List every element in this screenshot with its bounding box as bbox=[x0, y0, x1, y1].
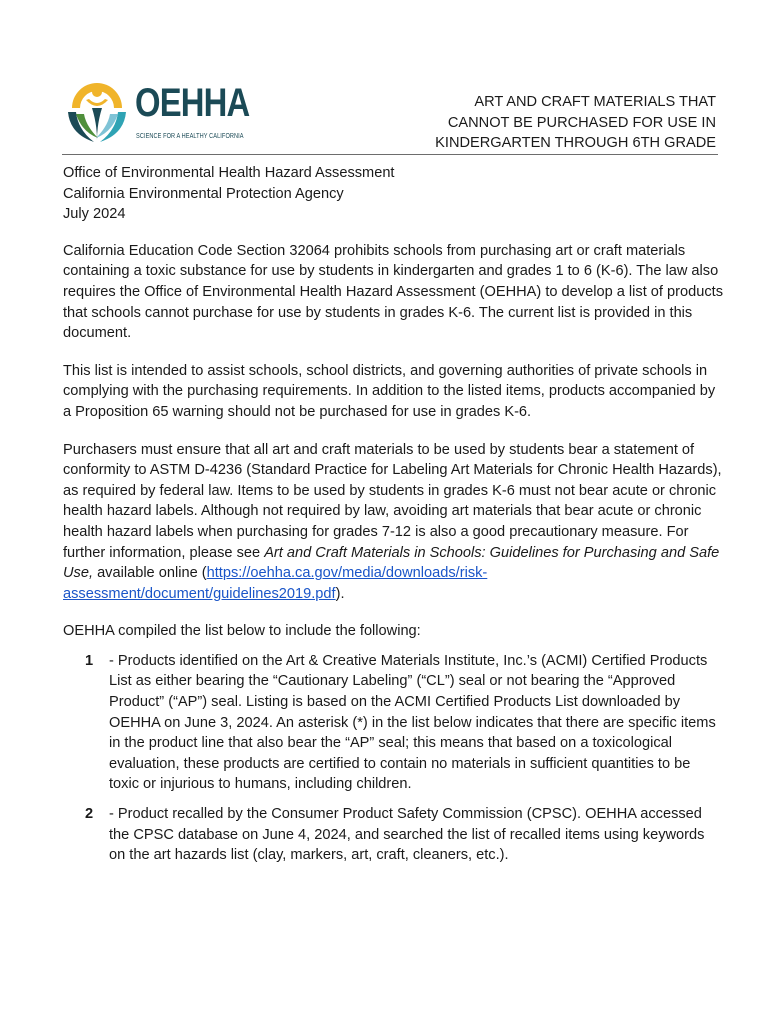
oehha-logo bbox=[62, 78, 252, 148]
title-line: CANNOT BE PURCHASED FOR USE IN bbox=[447, 114, 716, 131]
logo-wordmark: OEHHA bbox=[135, 81, 250, 125]
list-item-text: - Product recalled by the Consumer Product Safety Commission (CPSC). OEHHA accessed the CPSC database on June 4, 2024, and searched the list of recalled items using keywords on the art hazards list (clay, markers, art, craft, cleaners, etc.). bbox=[109, 806, 705, 864]
header-divider bbox=[62, 154, 718, 155]
office-name: Office of Environmental Health Hazard Assessment bbox=[63, 165, 395, 181]
publication-date: July 2024 bbox=[63, 206, 126, 223]
closing-paren: ). bbox=[335, 585, 345, 602]
list-item-text: - Products identified on the Art & Creative Materials Institute, Inc.’s (ACMI) Certified Products List as either bearing the “Cautionary Labeling” (“CL”) seal or not bearing the “Approved Product” (“AP”) seal. Listing is based on the ACMI Certified Products List downloaded by OEHHA on June 3, 2024. An asterisk (*) in the list below indicates that there are specific items in the product line that also bear the “AP” seal; this means that based on a toxicological evaluation, these products are certified to contain no materials in sufficient quantities to be toxic or injurious to humans, including children. bbox=[109, 652, 716, 793]
list-item-number: 2 bbox=[85, 806, 94, 823]
parent-agency: California Environmental Protection Agency bbox=[63, 185, 344, 202]
guidelines-link[interactable]: https://oehha.ca.gov/media/downloads/risk-assessment/document/guidelines2019.pdf bbox=[63, 565, 488, 602]
list-item-number: 1 bbox=[85, 652, 94, 669]
available-online-text: available online ( bbox=[93, 565, 207, 582]
title-line: ART AND CRAFT MATERIALS THAT bbox=[474, 94, 716, 110]
list-item bbox=[63, 804, 723, 866]
astm-text: Purchasers must ensure that all art and craft materials to be used by students bear a statement of conformity to ASTM D-4236 (Standard Practice for Labeling Art Materials for Chronic Health Hazards), as required by federal law. Items to be used by students in grades K-6 must not bear acute or chronic health hazard labels. Although not required by law, avoiding art materials that bear acute or chronic health hazard labels when purchasing for grades 7-12 is also a good precautionary measure. For further information, please see bbox=[63, 441, 722, 561]
criteria-list bbox=[63, 651, 723, 866]
document-body bbox=[63, 163, 723, 875]
paragraph-education-code: California Education Code Section 32064 prohibits schools from purchasing art or craft materials containing a toxic substance for use by students in kindergarten and grades 1 to 6 (K-6). The law also requires the Office of Environmental Health Hazard Assessment (OEHHA) to develop a list of products that schools cannot purchase for use by students in grades K-6. The current list is provided in this document. bbox=[63, 242, 723, 342]
paragraph-list-intro: OEHHA compiled the list below to include the following: bbox=[63, 623, 421, 640]
paragraph-list-purpose: This list is intended to assist schools, school districts, and governing authorities of private schools in complying with the purchasing requirements. In addition to the listed items, products accompanied by a Proposition 65 warning should not be purchased for use in grades K-6. bbox=[63, 362, 716, 420]
guidelines-title: Art and Craft Materials in Schools: Guidelines for Purchasing and Safe Use, bbox=[63, 544, 720, 582]
agency-block bbox=[63, 163, 723, 225]
list-item bbox=[63, 651, 723, 795]
paragraph-astm-requirements bbox=[63, 440, 723, 605]
logo-tagline: SCIENCE FOR A HEALTHY CALIFORNIA bbox=[136, 131, 244, 140]
document-title bbox=[435, 92, 716, 154]
oehha-emblem-icon bbox=[62, 78, 132, 148]
title-line: KINDERGARTEN THROUGH 6TH GRADE bbox=[435, 135, 716, 151]
